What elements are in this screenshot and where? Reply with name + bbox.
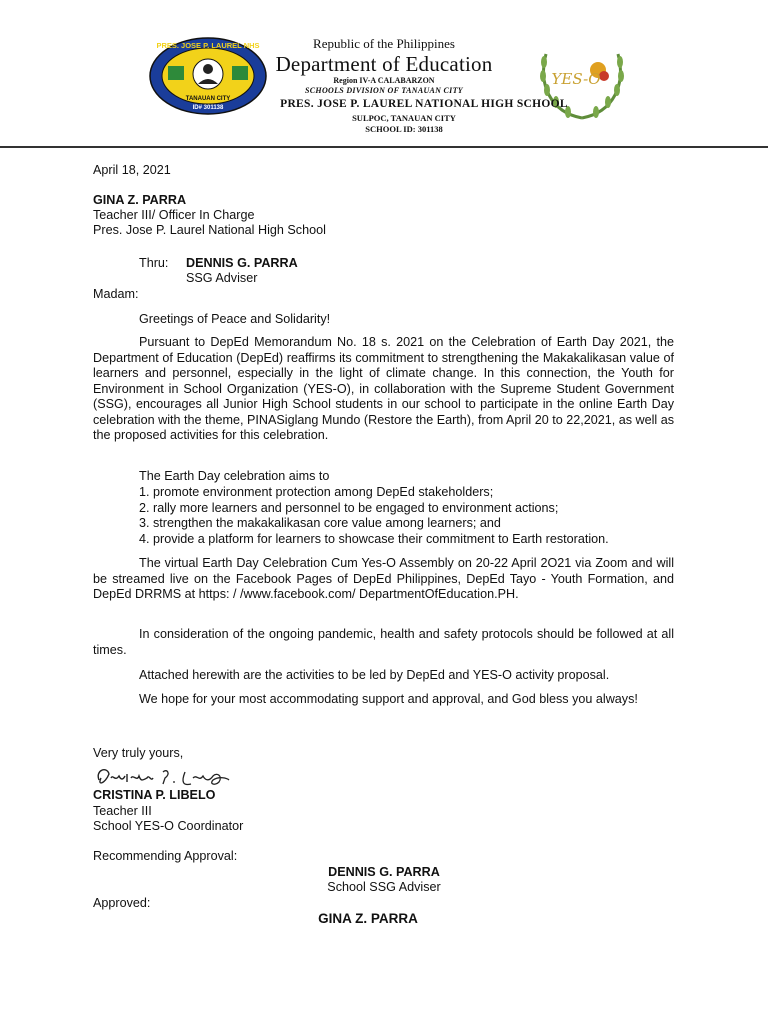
seal-ring-text: PRES. JOSE P. LAUREL NHS [156,41,260,50]
recipient-school: Pres. Jose P. Laurel National High School [93,223,326,237]
seal-city-text: TANAUAN CITY [185,96,231,102]
division-line: SCHOOLS DIVISION OF TANAUAN CITY [305,86,463,95]
greeting: Greetings of Peace and Solidarity! [139,312,331,326]
letter-date: April 18, 2021 [93,163,171,177]
school-id: SCHOOL ID: 301138 [365,124,443,134]
paragraph-memorandum: Pursuant to DepEd Memorandum No. 18 s. 2021 on the Celebration of Earth Day 2021, the Department of Education (DepEd) reaffirms its commitment to strengthening the Makakalikasan value of learners and personnel, especially in the light of climate change. In this connection, the Youth for Environment in School Organization (YES-O), in collaboration with the Supreme Student Government (SSG), encourages all Junior High School students in our school to participate in the online Earth Day celebration with the theme, PINASiglang Mundo (Restore the Earth), from April 20 to 22,2021, as well as the proposed activities for this celebration. [93,335,675,442]
aims-intro: The Earth Day celebration aims to [139,469,330,483]
list-item: 1. promote environment protection among DepEd stakeholders; [139,485,494,499]
closing: Very truly yours, [93,746,184,760]
paragraph-attachments: Attached herewith are the activities to be led by DepEd and YES-O activity proposal. [139,668,610,682]
school-name: PRES. JOSE P. LAUREL NATIONAL HIGH SCHOOL [280,98,568,110]
thru-label: Thru: [139,256,169,270]
department-title: Department of Education [275,52,493,76]
seal-id-text: ID# 301138 [192,105,224,111]
header-divider [0,146,768,148]
approved-label: Approved: [93,896,151,910]
recipient-title: Teacher III/ Officer In Charge [93,208,255,222]
thru-title: SSG Adviser [186,271,258,285]
salutation: Madam: [93,287,139,301]
recommending-title: School SSG Adviser [327,880,441,894]
handwritten-signature [93,764,233,790]
region-line: Region IV-A CALABARZON [333,76,435,85]
list-item: 4. provide a platform for learners to showcase their commitment to Earth restoration. [139,531,609,546]
list-item: 2. rally more learners and personnel to be engaged to environment actions; [139,500,559,515]
paragraph-health-protocols: In consideration of the ongoing pandemic, health and safety protocols should be followed at all times. [93,627,674,657]
sender-title: Teacher III [93,804,152,818]
school-address: SULPOC, TANAUAN CITY [352,113,456,123]
aims-list [139,485,609,547]
recommending-label: Recommending Approval: [93,849,238,863]
list-item: 3. strengthen the makakalikasan core value among learners; and [139,516,501,530]
republic-line: Republic of the Philippines [313,36,455,51]
sender-role: School YES-O Coordinator [93,819,244,833]
sender-name: CRISTINA P. LIBELO [93,788,216,802]
paragraph-virtual-celebration: The virtual Earth Day Celebration Cum Yes-O Assembly on 20-22 April 2O21 via Zoom and will be streamed live on the Facebook Pages of DepEd Philippines, DepEd Tayo - Youth Formation, and DepEd DRRMS at https: / /www.facebook.com/ DepartmentOfEducation.PH. [93,556,674,601]
approved-name: GINA Z. PARRA [318,911,418,926]
recipient-name: GINA Z. PARRA [93,193,187,207]
yes-o-logo-text: YES-O [551,70,601,88]
paragraph-closing-wish: We hope for your most accommodating support and approval, and God bless you always! [139,692,638,706]
thru-name: DENNIS G. PARRA [186,256,298,270]
recommending-name: DENNIS G. PARRA [328,865,440,879]
